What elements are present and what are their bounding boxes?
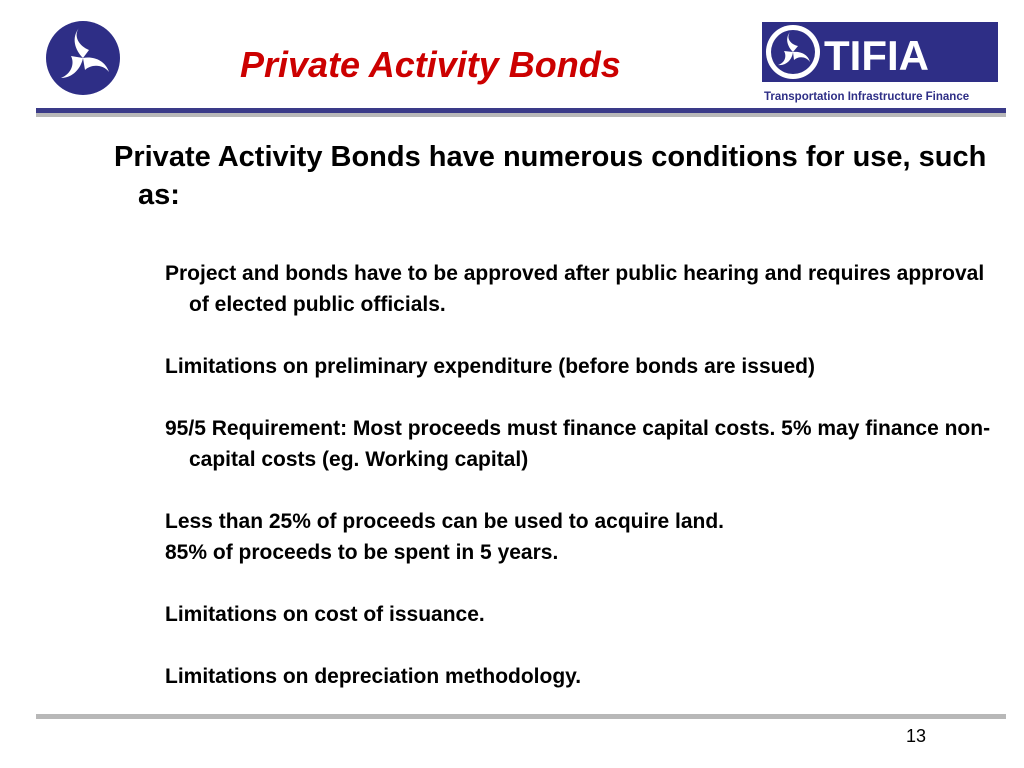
page-number: 13 — [906, 726, 927, 746]
conditions-list — [165, 258, 995, 692]
list-item: Limitations on depreciation methodology. — [165, 665, 582, 688]
list-item: 95/5 Requirement: Most proceeds must finance capital costs. 5% may finance non-capital costs (eg. Working capital) — [165, 417, 991, 471]
list-item: Limitations on preliminary expenditure (before bonds are issued) — [165, 355, 815, 378]
tifia-logo — [762, 20, 1002, 104]
list-item: Limitations on cost of issuance. — [165, 603, 485, 626]
dot-logo — [45, 20, 121, 96]
tifia-tagline: Transportation Infrastructure Finance — [764, 91, 970, 103]
footer-rule — [36, 714, 1006, 719]
header-rule-gray — [36, 113, 1006, 117]
tifia-wordmark: TIFIA — [824, 32, 929, 79]
list-item: Less than 25% of proceeds can be used to acquire land. — [165, 510, 724, 533]
list-item: Project and bonds have to be approved after public hearing and requires approval of elected public officials. — [165, 262, 985, 316]
slide-title: Private Activity Bonds — [240, 44, 621, 85]
lead-paragraph: Private Activity Bonds have numerous conditions for use, such as: — [114, 141, 987, 211]
list-item: 85% of proceeds to be spent in 5 years. — [165, 541, 559, 564]
